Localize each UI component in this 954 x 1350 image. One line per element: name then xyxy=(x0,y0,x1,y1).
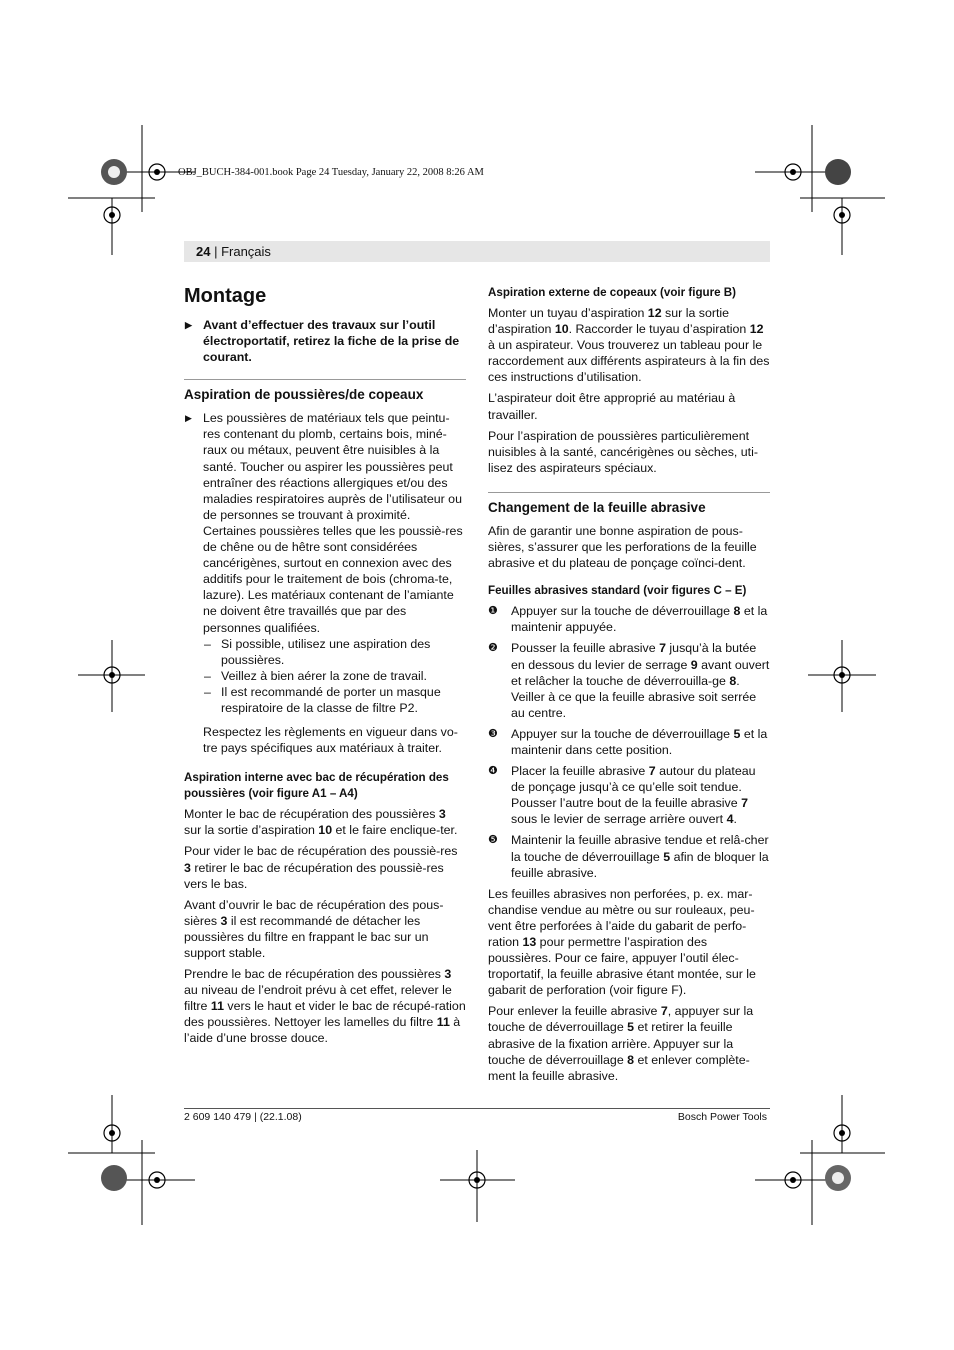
print-slug: OBJ_BUCH-384-001.book Page 24 Tuesday, January 22, 2008 8:26 AM xyxy=(178,167,484,178)
warning-text: Avant d’effectuer des travaux sur l’outil électroportatif, retirez la fiche de la prise de courant. xyxy=(203,318,460,365)
dash-mark: – xyxy=(204,636,211,651)
dash-mark: – xyxy=(204,684,211,699)
page-footer xyxy=(184,1108,770,1125)
paragraph: Avant d’ouvrir le bac de récupération des pous-sières 3 il est recommandé de détacher les poussières du filtre en frappant le bac sur un support stable. xyxy=(184,897,444,960)
dash-text: Si possible, utilisez une aspiration des poussières. xyxy=(221,636,431,667)
header-separator: | xyxy=(210,244,222,259)
step-item: ❺ Maintenir la feuille abrasive tendue et relâ-cher la touche de déverrouillage 5 afin de bloquer la feuille abrasive. xyxy=(488,833,769,880)
warning-item xyxy=(184,317,466,365)
footer-brand: Bosch Power Tools xyxy=(677,1111,767,1123)
dust-warning-p1: Les poussières de matériaux tels que peintu-res contenant du plomb, certains bois, miné-raux ou métaux, peuvent être nuisibles à la santé. Toucher ou aspirer les poussières peut entraîner des réactions allergiques et/ou des maladies respiratoires auprès de l’utilisateur ou de personnes se trouvant à proximité. xyxy=(203,411,462,522)
step-number: ❺ xyxy=(488,834,498,847)
paragraph: Prendre le bac de récupération des poussières 3 au niveau de l’endroit prévu à cet effet, relever le filtre 11 vers le haut et vider le bac de récupé-ration des poussières. Nettoyer les lamelles du filtre 11 à l’aide d’une brosse douce. xyxy=(184,967,466,1046)
paragraph: Monter un tuyau d’aspiration 12 sur la sortie d’aspiration 10. Raccorder le tuyau d’aspiration 12 à un aspirateur. Vous trouverez un tableau pour le raccordement aux différents aspirateurs à la fin des ces instructions d’utilisation. xyxy=(488,306,770,385)
step-number: ❸ xyxy=(488,727,498,740)
step-item: ❶ Appuyer sur la touche de déverrouillage 8 et la maintenir appuyée. xyxy=(488,604,768,635)
page-header xyxy=(184,241,770,262)
dash-text: Il est recommandé de porter un masque respiratoire de la classe de filtre P2. xyxy=(221,684,441,715)
dash-text: Veillez à bien aérer la zone de travail. xyxy=(221,668,427,683)
paragraph: L’aspirateur doit être approprié au matériau à travailler. xyxy=(488,391,736,422)
paragraph: Pour enlever la feuille abrasive 7, appuyer sur la touche de déverrouillage 5 et retirer la feuille abrasive de la fixation arrière. Appuyer sur la touche de déverrouillage 8 et enlever complète-ment la feuille abrasive. xyxy=(488,1004,754,1083)
regulations-note: Respectez les règlements en vigueur dans vo-tre pays spécifiques aux matériaux à traiter. xyxy=(203,725,458,756)
paragraph: Pour l’aspiration de poussières particulièrement nuisibles à la santé, cancérigènes ou sèches, uti-lisez des aspirateurs spéciaux. xyxy=(488,428,758,475)
page-number: 24 xyxy=(196,244,211,259)
footer-doc-number: 2 609 140 479 | (22.1.08) xyxy=(184,1111,302,1123)
step-number: ❶ xyxy=(488,605,498,618)
subheading-external-extraction: Aspiration externe de copeaux (voir figure B) xyxy=(488,286,737,299)
step-item: ❹ Placer la feuille abrasive 7 autour du plateau de ponçage jusqu’à ce qu’elle soit tendue. Pousser l’autre bout de la feuille abrasive 7 sous le levier de serrage arrière ouvert 4. xyxy=(488,764,756,827)
paragraph: Les feuilles abrasives non perforées, p. ex. mar-chandise vendue au mètre ou sur rouleaux, peu-vent être perforées à l’aide du gabarit de perfo-ration 13 pour permettre l’aspiration des poussières. Pour ce faire, appuyer l’outil élec-troportatif, la feuille abrasive étant montée, sur le gabarit de perforation (voir figure F). xyxy=(488,886,756,998)
step-number: ❷ xyxy=(488,642,498,655)
heading-sanding-sheet: Changement de la feuille abrasive xyxy=(488,492,770,517)
subheading-internal-extraction: Aspiration interne avec bac de récupération des poussières (voir figure A1 – A4) xyxy=(184,771,449,801)
step-item: ❷ Pousser la feuille abrasive 7 jusqu’à la butée en dessous du levier de serrage 9 avant ouvert et relâcher la touche de déverrouilla-ge 8. Veiller à ce que la feuille abrasive soit serrée au centre. xyxy=(488,641,770,720)
dash-mark: – xyxy=(204,668,211,683)
right-column xyxy=(488,283,770,1089)
header-language: Français xyxy=(221,244,271,259)
dust-warning-item xyxy=(184,410,466,635)
dust-warning-p2: Certaines poussières telles que les poussiè-res de chêne ou de hêtre sont considérées cancérigènes, surtout en connexion avec des additifs pour le traitement de bois (chroma-te, lazure). Les matériaux contenant de l’amiante ne doivent être travaillés que par des personnes qualifiées. xyxy=(203,523,463,635)
step-item: ❸ Appuyer sur la touche de déverrouillage 5 et la maintenir dans cette position. xyxy=(488,726,768,757)
heading-dust-extraction: Aspiration de poussières/de copeaux xyxy=(184,379,466,404)
section-title: Montage xyxy=(184,285,267,307)
subheading-standard-sheets: Feuilles abrasives standard (voir figures C – E) xyxy=(488,584,747,598)
paragraph: Afin de garantir une bonne aspiration de pous-sières, s’assurer que les perforations de la feuille abrasive et du plateau de ponçage coïnci-dent. xyxy=(488,523,757,571)
dash-item xyxy=(184,684,466,716)
step-list xyxy=(488,603,770,881)
dash-item xyxy=(184,636,466,668)
left-column xyxy=(184,283,466,1052)
bullet-triangle-icon: ▶ xyxy=(185,320,192,330)
dash-item xyxy=(184,668,466,684)
step-number: ❹ xyxy=(488,765,498,778)
paragraph: Monter le bac de récupération des poussières 3 sur la sortie d’aspiration 10 et le faire enclique-ter. xyxy=(184,807,458,838)
bullet-triangle-icon: ▶ xyxy=(185,413,192,424)
paragraph: Pour vider le bac de récupération des poussiè-res 3 retirer le bac de récupération des poussiè-res vers le bas. xyxy=(184,844,458,891)
